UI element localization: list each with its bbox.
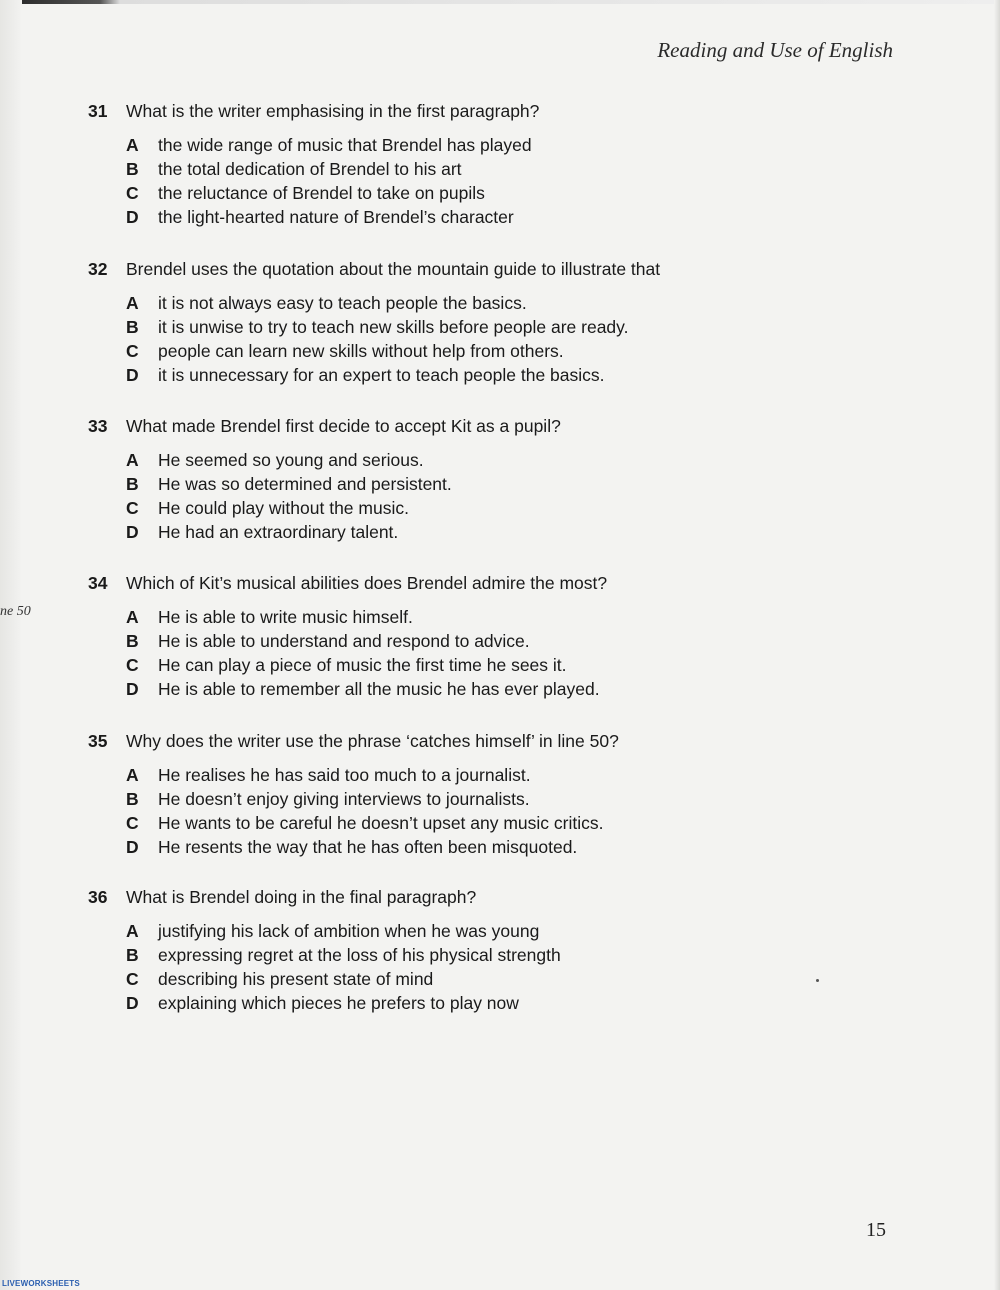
option-text: it is unwise to try to teach new skills before people are ready.: [158, 317, 629, 337]
question-number: 35: [88, 731, 108, 751]
option-letter: C: [126, 655, 139, 675]
option-letter: C: [126, 498, 139, 518]
option-d[interactable]: [126, 837, 788, 861]
option-list: [126, 765, 788, 861]
option-letter: C: [126, 813, 139, 833]
option-text: describing his present state of mind: [158, 969, 434, 989]
section-header: Reading and Use of English: [657, 38, 893, 62]
option-a[interactable]: [126, 293, 788, 317]
option-letter: A: [126, 293, 139, 313]
question-33: [88, 416, 788, 546]
option-letter: A: [126, 135, 139, 155]
option-d[interactable]: [126, 679, 788, 703]
option-text: He was so determined and persistent.: [158, 474, 452, 494]
option-c[interactable]: [126, 341, 788, 365]
option-letter: C: [126, 183, 139, 203]
option-letter: D: [126, 522, 139, 542]
question-text: What is the writer emphasising in the first paragraph?: [126, 101, 540, 121]
option-text: He realises he has said too much to a journalist.: [158, 765, 531, 785]
option-letter: A: [126, 921, 139, 941]
option-a[interactable]: [126, 450, 788, 474]
option-c[interactable]: [126, 183, 788, 207]
question-35: [88, 731, 788, 861]
question-text: Brendel uses the quotation about the mountain guide to illustrate that: [126, 259, 661, 279]
option-letter: A: [126, 450, 139, 470]
option-a[interactable]: [126, 921, 788, 945]
page-number: 15: [866, 1219, 886, 1241]
option-letter: B: [126, 631, 139, 651]
question-stem: [88, 573, 788, 594]
option-text: He is able to remember all the music he has ever played.: [158, 679, 600, 699]
question-number: 31: [88, 101, 108, 121]
option-text: He doesn’t enjoy giving interviews to journalists.: [158, 789, 530, 809]
option-text: He seemed so young and serious.: [158, 450, 424, 470]
option-text: He resents the way that he has often been misquoted.: [158, 837, 578, 857]
question-stem: [88, 731, 788, 752]
option-c[interactable]: [126, 655, 788, 679]
option-text: the light-hearted nature of Brendel’s character: [158, 207, 514, 227]
option-text: He is able to write music himself.: [158, 607, 413, 627]
option-a[interactable]: [126, 607, 788, 631]
option-b[interactable]: [126, 159, 788, 183]
question-text: Which of Kit’s musical abilities does Brendel admire the most?: [126, 573, 608, 593]
option-text: He wants to be careful he doesn’t upset any music critics.: [158, 813, 604, 833]
option-d[interactable]: [126, 522, 788, 546]
option-letter: A: [126, 765, 139, 785]
option-letter: B: [126, 159, 139, 179]
option-list: [126, 921, 788, 1017]
option-letter: D: [126, 365, 139, 385]
option-b[interactable]: [126, 789, 788, 813]
option-a[interactable]: [126, 135, 788, 159]
question-text: Why does the writer use the phrase ‘catches himself’ in line 50?: [126, 731, 619, 751]
option-text: it is unnecessary for an expert to teach people the basics.: [158, 365, 605, 385]
scan-edge-left: [0, 0, 22, 1290]
option-letter: A: [126, 607, 139, 627]
watermark-logo: LIVEWORKSHEETS: [2, 1279, 80, 1288]
question-number: 34: [88, 573, 108, 593]
option-letter: C: [126, 341, 139, 361]
question-text: What is Brendel doing in the final paragraph?: [126, 887, 477, 907]
option-text: He is able to understand and respond to advice.: [158, 631, 530, 651]
option-list: [126, 293, 788, 389]
option-letter: D: [126, 837, 139, 857]
option-text: the wide range of music that Brendel has played: [158, 135, 532, 155]
option-b[interactable]: [126, 945, 788, 969]
option-text: justifying his lack of ambition when he was young: [158, 921, 540, 941]
margin-line-reference: ne 50: [0, 604, 31, 619]
option-a[interactable]: [126, 765, 788, 789]
option-text: it is not always easy to teach people the basics.: [158, 293, 527, 313]
question-31: [88, 101, 788, 231]
question-32: [88, 259, 788, 389]
option-text: expressing regret at the loss of his physical strength: [158, 945, 561, 965]
option-d[interactable]: [126, 365, 788, 389]
option-b[interactable]: [126, 474, 788, 498]
option-letter: D: [126, 207, 139, 227]
option-c[interactable]: [126, 813, 788, 837]
option-b[interactable]: [126, 317, 788, 341]
option-d[interactable]: [126, 207, 788, 231]
scan-edge-top: [0, 0, 1000, 4]
option-list: [126, 135, 788, 231]
scan-speck: [816, 979, 819, 982]
question-number: 36: [88, 887, 108, 907]
option-text: He could play without the music.: [158, 498, 409, 518]
scan-edge-right: [994, 0, 1000, 1290]
option-letter: B: [126, 474, 139, 494]
question-34: [88, 573, 788, 703]
option-text: the total dedication of Brendel to his art: [158, 159, 462, 179]
option-list: [126, 607, 788, 703]
option-letter: B: [126, 789, 139, 809]
option-text: people can learn new skills without help from others.: [158, 341, 564, 361]
option-letter: D: [126, 993, 139, 1013]
question-number: 32: [88, 259, 108, 279]
question-text: What made Brendel first decide to accept Kit as a pupil?: [126, 416, 561, 436]
question-stem: [88, 101, 788, 122]
question-stem: [88, 259, 788, 280]
option-c[interactable]: [126, 969, 788, 993]
option-text: He had an extraordinary talent.: [158, 522, 399, 542]
question-stem: [88, 416, 788, 437]
option-letter: C: [126, 969, 139, 989]
option-letter: B: [126, 317, 139, 337]
option-letter: D: [126, 679, 139, 699]
option-text: explaining which pieces he prefers to play now: [158, 993, 519, 1013]
question-number: 33: [88, 416, 108, 436]
option-letter: B: [126, 945, 139, 965]
option-b[interactable]: [126, 631, 788, 655]
option-d[interactable]: [126, 993, 788, 1017]
question-36: [88, 887, 788, 1017]
option-list: [126, 450, 788, 546]
option-c[interactable]: [126, 498, 788, 522]
question-stem: [88, 887, 788, 908]
option-text: the reluctance of Brendel to take on pupils: [158, 183, 485, 203]
option-text: He can play a piece of music the first time he sees it.: [158, 655, 567, 675]
